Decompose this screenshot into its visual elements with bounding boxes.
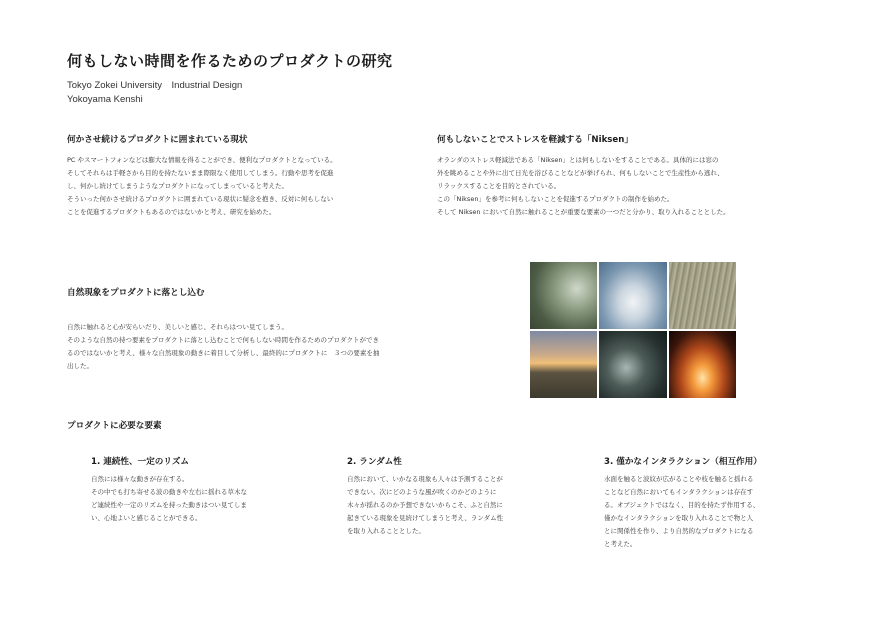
leaves-photo bbox=[530, 262, 597, 329]
requirement-title-2: 2. ランダム性 bbox=[347, 457, 402, 467]
text-line: を取り入れることとした。 bbox=[347, 527, 425, 535]
section-text-nature bbox=[67, 321, 379, 373]
text-line: PC やスマートフォンなどは膨大な情報を得ることができ、便利なプロダクトとなっている。 bbox=[67, 156, 337, 164]
text-line: ことなど自然においてもインタラクションは存在す bbox=[604, 488, 754, 496]
section-heading-situation: 何かさせ続けるプロダクトに囲まれている現状 bbox=[67, 135, 248, 145]
nature-photo-grid bbox=[530, 262, 736, 398]
text-line: 外を眺めることや外に出て日光を浴びることなどが挙げられ、何もしないことで生産性から逃れ、 bbox=[437, 169, 724, 177]
text-line: る。オブジェクトではなく、目的を持たず作用する、 bbox=[604, 501, 760, 509]
text-line: そして Niksen において自然に触れることが重要な要素の一つだと分かり、取り入れることとした。 bbox=[437, 208, 730, 216]
text-line: ど連続性や一定のリズムを持った動きはつい見てしま bbox=[91, 501, 247, 509]
requirement-text-3 bbox=[604, 473, 759, 551]
requirement-text-1 bbox=[91, 473, 247, 525]
text-line: そのような自然の持つ要素をプロダクトに落とし込むことで何もしない時間を作るためのプロダクトができ bbox=[67, 336, 379, 344]
text-line: 自然に触れると心が安らいだり、美しいと感じ、それらはつい見てしまう。 bbox=[67, 323, 288, 331]
text-line: オランダのストレス軽減法である「Niksen」とは何もしないをすることである。具体的には窓の bbox=[437, 156, 719, 164]
text-line: この「Niksen」を参考に何もしないことを促進するプロダクトの制作を始めた。 bbox=[437, 195, 674, 203]
wheat-field-photo bbox=[669, 262, 736, 329]
text-line: ことを促進するプロダクトもあるのではないかと考え、研究を始めた。 bbox=[67, 208, 276, 216]
section-text-niksen bbox=[437, 154, 730, 219]
text-line: 水面を触ると波紋が広がることや枝を触ると揺れる bbox=[604, 475, 754, 483]
text-line: 出した。 bbox=[67, 362, 93, 370]
water-droplets-photo bbox=[599, 331, 666, 398]
requirement-text-2 bbox=[347, 473, 503, 538]
section-text-situation bbox=[67, 154, 337, 219]
clouds-photo bbox=[599, 262, 666, 329]
section-heading-requirements: プロダクトに必要な要素 bbox=[67, 421, 162, 431]
text-line: 木々が揺れるのか予想できないからこそ、ふと自然に bbox=[347, 501, 503, 509]
text-line: し、何かし続けてしまうようなプロダクトになってしまっていると考えた。 bbox=[67, 182, 288, 190]
text-line: そういった何かさせ続けるプロダクトに囲まれている現状に疑念を抱き、反対に何もしない bbox=[67, 195, 334, 203]
text-line: るのではないかと考え、様々な自然現象の動きに着目して分析し、最終的にプロダクトに ３つの要素を抽 bbox=[67, 349, 380, 357]
requirement-title-1: 1. 連続性、一定のリズム bbox=[91, 457, 190, 467]
text-line: 僅かなインタラクションを取り入れることで物と人 bbox=[604, 514, 754, 522]
school-label: Tokyo Zokei University Industrial Design bbox=[67, 80, 243, 91]
bonfire-photo bbox=[669, 331, 736, 398]
page-title: 何もしない時間を作るためのプロダクトの研究 bbox=[67, 52, 393, 70]
text-line: とに関係性を作り、より自然的なプロダクトになる bbox=[604, 527, 754, 535]
requirement-title-3: 3. 僅かなインタラクション（相互作用） bbox=[604, 457, 762, 467]
text-line: 起きている現象を見続けてしまうと考え、ランダム性 bbox=[347, 514, 504, 522]
author-label: Yokoyama Kenshi bbox=[67, 94, 143, 105]
text-line: い、心地よいと感じることができる。 bbox=[91, 514, 202, 522]
section-heading-niksen: 何もしないことでストレスを軽減する「Niksen」 bbox=[437, 135, 633, 145]
sunset-grass-photo bbox=[530, 331, 597, 398]
text-line: そしてそれらは手軽さから目的を持たないまま際限なく使用してしまう。行動や思考を促進 bbox=[67, 169, 334, 177]
text-line: 自然において、いかなる現象も人々は予測することが bbox=[347, 475, 503, 483]
section-heading-nature: 自然現象をプロダクトに落とし込む bbox=[67, 288, 205, 298]
text-line: リラックスすることを目的とされている。 bbox=[437, 182, 561, 190]
text-line: その中でも打ち寄せる波の動きや左右に揺れる草木な bbox=[91, 488, 247, 496]
text-line: と考えた。 bbox=[604, 540, 637, 548]
text-line: できない。次にどのような風が吹くのかどのように bbox=[347, 488, 497, 496]
text-line: 自然には様々な動きが存在する。 bbox=[91, 475, 189, 483]
